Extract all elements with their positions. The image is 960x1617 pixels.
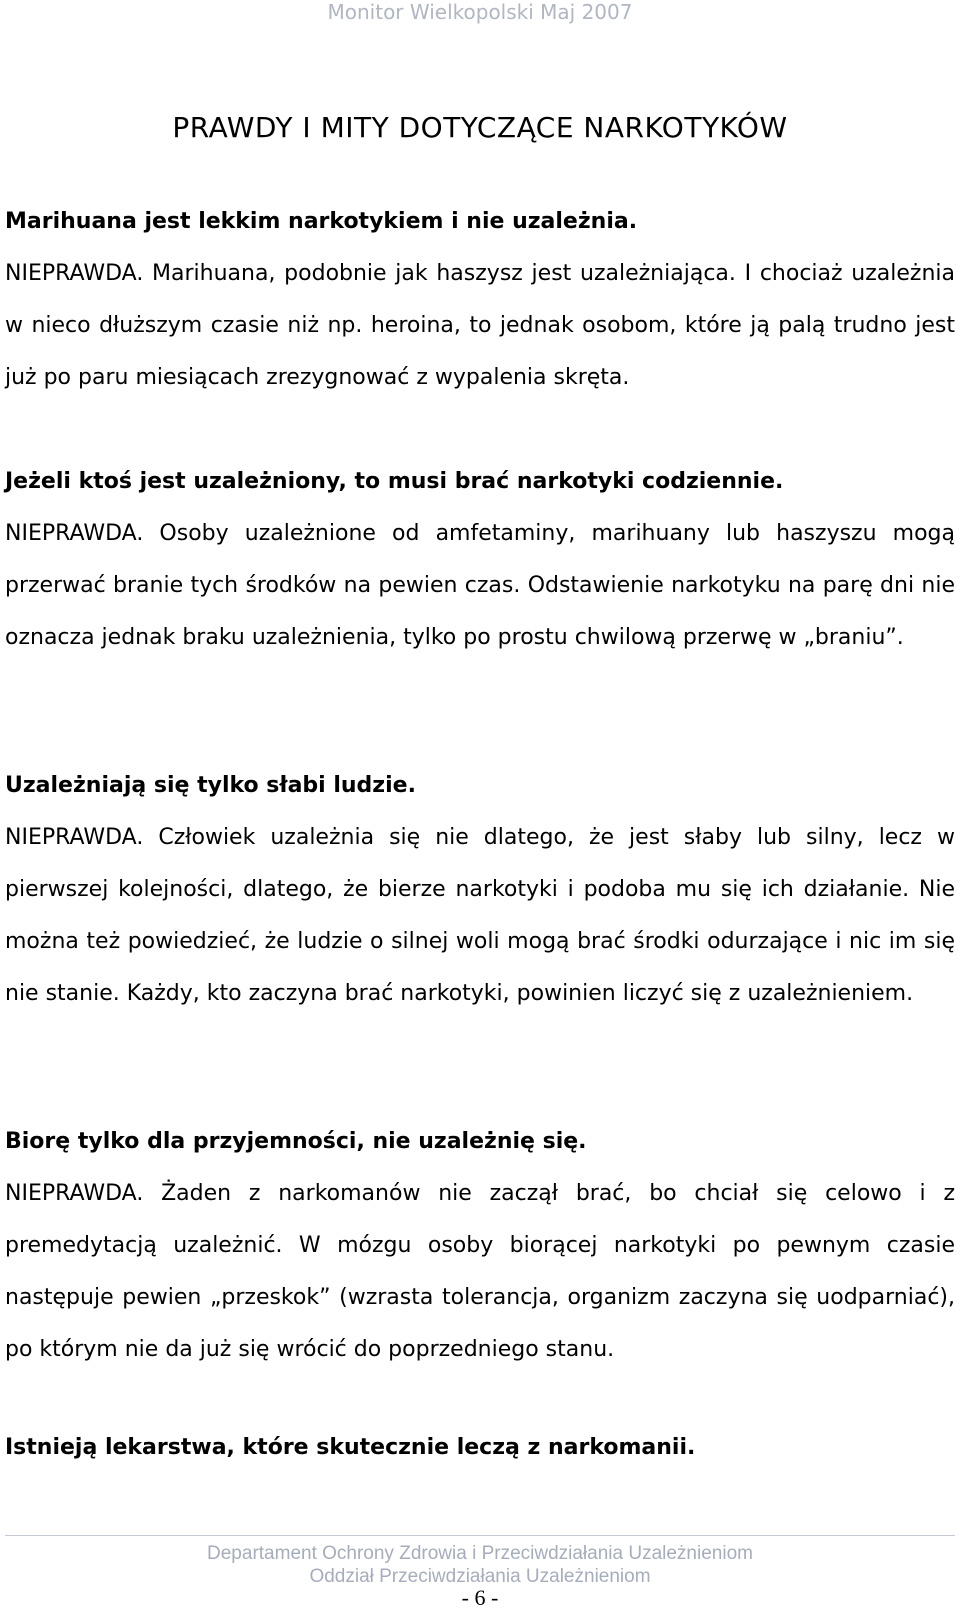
myth-answer: NIEPRAWDA. Osoby uzależnione od amfetaminy, marihuany lub haszyszu mogą przerwać branie tych środków na pewien czas. Odstawienie narkotyku na parę dni nie oznacza jednak braku uzależnienia, tylko po prostu chwilową przerwę w „braniu”. [5,521,955,650]
running-header: Monitor Wielkopolski Maj 2007 [327,0,633,24]
myth-section-slabi-ludzie [5,760,955,1020]
myth-section-codziennie [5,456,955,664]
footer-divider [5,1535,955,1536]
myth-answer: NIEPRAWDA. Żaden z narkomanów nie zaczął brać, bo chciał się celowo i z premedytacją uzależnić. W mózgu osoby biorącej narkotyki po pewnym czasie następuje pewien „przeskok” (wzrasta tolerancja, organizm zaczyna się uodparniać), po którym nie da już się wrócić do poprzedniego stanu. [5,1181,955,1362]
myth-question: Uzależniają się tylko słabi ludzie. [5,773,416,798]
myth-question: Biorę tylko dla przyjemności, nie uzależnię się. [5,1129,587,1154]
myth-answer: NIEPRAWDA. Marihuana, podobnie jak haszysz jest uzależniająca. I chociaż uzależnia w nieco dłuższym czasie niż np. heroina, to jednak osobom, które ją palą trudno jest już po paru miesiącach zrezygnować z wypalenia skręta. [5,261,955,390]
myth-question: Istnieją lekarstwa, które skutecznie leczą z narkomanii. [5,1435,696,1460]
myth-section-przyjemnosc [5,1116,955,1376]
footer-department: Departament Ochrony Zdrowia i Przeciwdziałania Uzależnieniom [207,1543,753,1564]
myth-section-marihuana [5,196,955,404]
page-number: - 6 - [461,1585,499,1610]
myth-question: Jeżeli ktoś jest uzależniony, to musi brać narkotyki codziennie. [5,469,784,494]
myth-section-lekarstwa [5,1422,955,1474]
page-title: PRAWDY I MITY DOTYCZĄCE NARKOTYKÓW [172,111,788,144]
myth-answer: NIEPRAWDA. Człowiek uzależnia się nie dlatego, że jest słaby lub silny, lecz w pierwszej kolejności, dlatego, że bierze narkotyki i podoba mu się ich działanie. Nie można też powiedzieć, że ludzie o silnej woli mogą brać środki odurzające i nic im się nie stanie. Każdy, kto zaczyna brać narkotyki, powinien liczyć się z uzależnieniem. [5,825,955,1006]
myth-question: Marihuana jest lekkim narkotykiem i nie uzależnia. [5,209,638,234]
footer-division: Oddział Przeciwdziałania Uzależnieniom [309,1566,651,1587]
